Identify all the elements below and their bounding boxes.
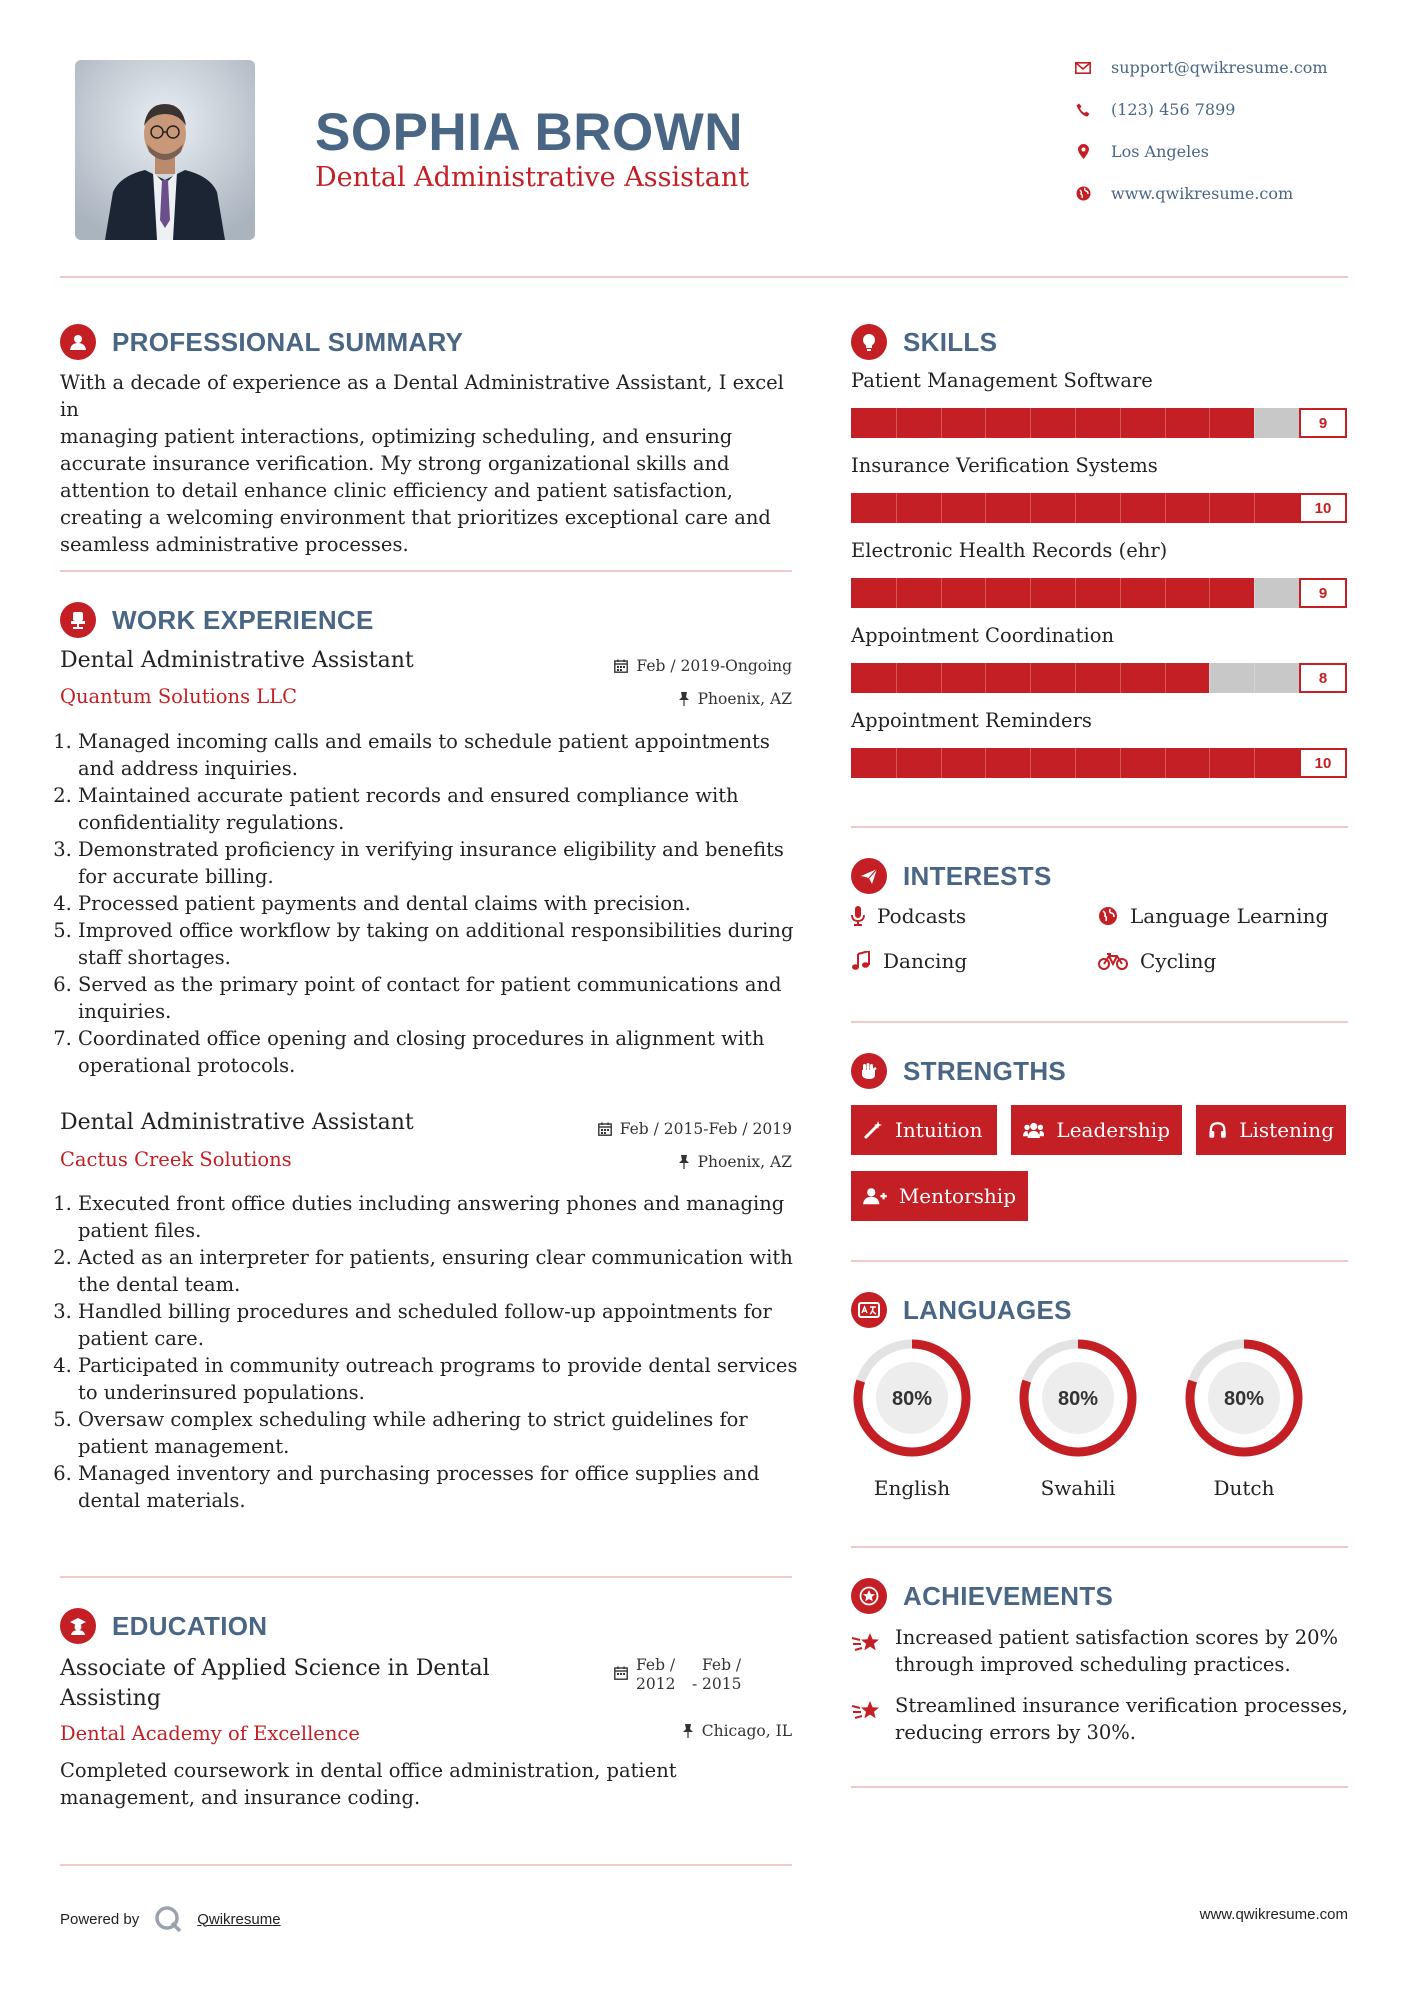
candidate-name: SOPHIA BROWN (315, 103, 744, 162)
skill-name: Insurance Verification Systems (851, 454, 1158, 477)
education-title: EDUCATION (112, 1610, 268, 1641)
experience-header (60, 602, 374, 638)
skill-bar-segment (1030, 663, 1031, 693)
strength-chip: Mentorship (851, 1171, 1028, 1221)
job-bullets (60, 728, 800, 1079)
education-divider (60, 1864, 792, 1866)
lightbulb-icon (851, 324, 887, 360)
list-item: 5. Improved office workflow by taking on additional responsibilities during staff shortages. (78, 917, 800, 971)
calendar-icon (598, 1122, 612, 1136)
graduate-icon (60, 1608, 96, 1644)
job-title: Dental Administrative Assistant (60, 1110, 414, 1135)
language-name: English (873, 1476, 951, 1500)
qwikresume-logo-icon (153, 1904, 183, 1934)
skill-name: Patient Management Software (851, 369, 1153, 392)
skill-name: Electronic Health Records (ehr) (851, 539, 1168, 562)
skill-bar-segment (985, 748, 986, 778)
skill-bar-segment (1075, 748, 1076, 778)
skill-bar-segment (1165, 493, 1166, 523)
education-date-end: Feb / 2015 (702, 1656, 742, 1693)
summary-line: With a decade of experience as a Dental Administrative Assistant, I excel in (60, 371, 784, 421)
languages-header (851, 1292, 1072, 1328)
skill-bar-segment (1030, 493, 1031, 523)
job-date (540, 1120, 792, 1138)
language-percent: 80% (1223, 1388, 1265, 1410)
summary-line: attention to detail enhance clinic efficiency and patient satisfaction, (60, 479, 733, 502)
education-description: Completed coursework in dental office administration, patient management, and insurance coding. (60, 1759, 677, 1809)
list-item: 1. Executed front office duties including answering phones and managing patient files. (78, 1190, 800, 1244)
skill-bar-segment (1254, 748, 1255, 778)
contact-phone-text: (123) 456 7899 (1111, 100, 1236, 119)
fist-icon (851, 1053, 887, 1089)
skill-score: 10 (1299, 493, 1347, 523)
summary-header (60, 324, 463, 360)
list-item: 2. Acted as an interpreter for patients, ensuring clear communication with the dental team. (78, 1244, 800, 1298)
skill-name: Appointment Coordination (851, 624, 1115, 647)
languages-divider (851, 1546, 1348, 1548)
skill-bar-segment (1030, 578, 1031, 608)
language-percent: 80% (891, 1388, 933, 1410)
pushpin-icon (678, 692, 690, 706)
skill-bar-segment (941, 408, 942, 438)
strength-chip: Leadership (1011, 1105, 1182, 1155)
skill-bar-segment (1120, 578, 1121, 608)
skill-bar-segment (896, 408, 897, 438)
education-header (60, 1608, 267, 1644)
paper-plane-icon (851, 858, 887, 894)
job-location (560, 1153, 792, 1171)
achievement-item: Increased patient satisfaction scores by 20% through improved scheduling practices. (851, 1624, 1351, 1678)
job-bullets (60, 1190, 800, 1514)
list-item: 3. Handled billing procedures and scheduled follow-up appointments for patient care. (78, 1298, 800, 1352)
skill-bar-segment (1120, 408, 1121, 438)
contact-location-text: Los Angeles (1111, 142, 1209, 161)
skill-bar-segment (1209, 408, 1210, 438)
map-pin-icon (1073, 144, 1093, 159)
skill-bar-segment (985, 663, 986, 693)
job-company: Cactus Creek Solutions (60, 1148, 292, 1171)
summary-title: PROFESSIONAL SUMMARY (112, 326, 464, 357)
education-location (560, 1722, 792, 1740)
education-date (614, 1656, 741, 1694)
skills-title: SKILLS (903, 326, 998, 357)
skill-bar (851, 748, 1347, 778)
strength-chip: Listening (1196, 1105, 1346, 1155)
skills-header (851, 324, 997, 360)
skill-bar-segment (941, 663, 942, 693)
skill-score: 10 (1299, 748, 1347, 778)
calendar-icon (614, 1666, 628, 1680)
languages-title: LANGUAGES (903, 1294, 1072, 1325)
skill-bar-segment (1120, 663, 1121, 693)
skill-bar-segment (1209, 578, 1210, 608)
skill-bar-segment (1075, 578, 1076, 608)
skill-name: Appointment Reminders (851, 709, 1092, 732)
header-divider (60, 276, 1348, 278)
powered-by-label: Powered by (60, 1910, 140, 1928)
skill-bar-segment (1254, 408, 1255, 438)
skill-score: 9 (1299, 408, 1347, 438)
list-item: 5. Oversaw complex scheduling while adhering to strict guidelines for patient management. (78, 1406, 800, 1460)
user-icon (60, 324, 96, 360)
language-item (1016, 1336, 1140, 1500)
job-date-text: Feb / 2015-Feb / 2019 (619, 1120, 792, 1138)
skill-score: 8 (1299, 663, 1347, 693)
envelope-icon (1073, 62, 1093, 74)
summary-line: creating a welcoming environment that prioritizes exceptional care and (60, 506, 771, 529)
language-donut (1182, 1336, 1306, 1460)
summary-text (60, 369, 800, 558)
skill-bar-segment (1165, 578, 1166, 608)
job-location-text: Phoenix, AZ (697, 690, 792, 708)
skill-bar-segment (1209, 663, 1210, 693)
language-name: Dutch (1213, 1476, 1275, 1500)
list-item: 6. Served as the primary point of contact for patient communications and inquiries. (78, 971, 800, 1025)
skill-bar-segment (1075, 663, 1076, 693)
skill-bar-segment (896, 663, 897, 693)
strengths-header (851, 1053, 1066, 1089)
skill-bar-segment (896, 578, 897, 608)
candidate-role: Dental Administrative Assistant (315, 162, 750, 193)
language-name: Swahili (1040, 1476, 1116, 1500)
language-item (850, 1336, 974, 1500)
shooting-star-icon (851, 1698, 883, 1724)
achievements-header (851, 1578, 1113, 1614)
skill-bar-segment (1030, 408, 1031, 438)
strengths-divider (851, 1260, 1348, 1262)
contact-website[interactable] (1073, 184, 1293, 203)
job-date (560, 657, 792, 675)
skill-bar-segment (1254, 578, 1255, 608)
skill-bar-segment (1209, 748, 1210, 778)
language-item (1182, 1336, 1306, 1500)
summary-line: accurate insurance verification. My strong organizational skills and (60, 452, 730, 475)
job-company: Quantum Solutions LLC (60, 685, 298, 708)
interests-title: INTERESTS (903, 860, 1052, 891)
skill-bar (851, 408, 1347, 438)
list-item: 6. Managed inventory and purchasing processes for office supplies and dental materials. (78, 1460, 800, 1514)
skill-score: 9 (1299, 578, 1347, 608)
pushpin-icon (682, 1724, 694, 1738)
skill-bar-segment (1120, 748, 1121, 778)
skill-bar-segment (1254, 493, 1255, 523)
job-location (560, 690, 792, 708)
contact-email[interactable] (1073, 58, 1328, 77)
skill-bar-fill (851, 578, 1254, 608)
bicycle-icon (1098, 951, 1128, 971)
skill-bar-segment (985, 408, 986, 438)
job-date-text: Feb / 2019-Ongoing (636, 657, 792, 675)
language-donut (1016, 1336, 1140, 1460)
footer-powered (60, 1904, 281, 1934)
skill-bar (851, 578, 1347, 608)
skill-bar-segment (985, 578, 986, 608)
contact-website-text: www.qwikresume.com (1111, 184, 1294, 203)
qwikresume-link[interactable]: Qwikresume (197, 1910, 281, 1928)
job-location-text: Phoenix, AZ (697, 1153, 792, 1171)
degree-title: Associate of Applied Science in Dental Assisting (60, 1656, 490, 1711)
interest-item: Cycling (1098, 949, 1216, 973)
skill-bar-segment (1120, 493, 1121, 523)
magic-wand-icon (863, 1120, 883, 1140)
list-item: 4. Processed patient payments and dental claims with precision. (78, 890, 800, 917)
contact-phone[interactable] (1073, 100, 1235, 119)
interest-item: Dancing (851, 949, 967, 973)
contact-email-text: support@qwikresume.com (1111, 58, 1328, 77)
education-school: Dental Academy of Excellence (60, 1722, 360, 1745)
list-item: 1. Managed incoming calls and emails to schedule patient appointments and address inquiries. (78, 728, 800, 782)
list-item: 7. Coordinated office opening and closing procedures in alignment with operational protocols. (78, 1025, 800, 1079)
footer-website[interactable]: www.qwikresume.com (1199, 1906, 1348, 1923)
skill-bar-segment (896, 493, 897, 523)
achievement-item: Streamlined insurance verification processes, reducing errors by 30%. (851, 1692, 1351, 1746)
education-location-text: Chicago, IL (701, 1722, 792, 1740)
experience-title: WORK EXPERIENCE (112, 604, 374, 635)
skill-bar-segment (941, 493, 942, 523)
language-icon (851, 1292, 887, 1328)
strength-chip: Intuition (851, 1105, 997, 1155)
skill-bar-segment (1075, 493, 1076, 523)
skill-bar-segment (896, 748, 897, 778)
achievements-title: ACHIEVEMENTS (903, 1580, 1114, 1611)
skill-bar-segment (1075, 408, 1076, 438)
list-item: 3. Demonstrated proficiency in verifying insurance eligibility and benefits for accurate billing. (78, 836, 800, 890)
language-donut (850, 1336, 974, 1460)
education-date-start: Feb / 2012 (636, 1656, 676, 1693)
skill-bar-segment (941, 748, 942, 778)
skill-bar-segment (985, 493, 986, 523)
interest-item: Language Learning (1098, 904, 1328, 928)
user-plus-icon (863, 1186, 887, 1206)
skill-bar (851, 493, 1347, 523)
strengths-title: STRENGTHS (903, 1055, 1067, 1086)
phone-icon (1073, 103, 1093, 117)
skill-bar-segment (1165, 408, 1166, 438)
skill-bar-fill (851, 408, 1254, 438)
microphone-icon (851, 906, 865, 926)
experience-divider (60, 1576, 792, 1578)
globe-icon (1073, 186, 1093, 201)
calendar-icon (614, 659, 628, 673)
summary-line: managing patient interactions, optimizing scheduling, and ensuring (60, 425, 733, 448)
summary-line: seamless administrative processes. (60, 533, 409, 556)
skill-bar-segment (1165, 748, 1166, 778)
achievements-divider (851, 1786, 1348, 1788)
skill-bar-segment (1165, 663, 1166, 693)
skill-bar-segment (941, 578, 942, 608)
skill-bar-segment (1030, 748, 1031, 778)
list-item: 2. Maintained accurate patient records and ensured compliance with confidentiality regulations. (78, 782, 800, 836)
star-badge-icon (851, 1578, 887, 1614)
music-icon (851, 951, 871, 971)
interests-header (851, 858, 1052, 894)
skill-bar-segment (1254, 663, 1255, 693)
job-title: Dental Administrative Assistant (60, 648, 414, 673)
contact-location (1073, 142, 1209, 161)
language-percent: 80% (1057, 1388, 1099, 1410)
shooting-star-icon (851, 1630, 883, 1656)
skill-bar-segment (1209, 493, 1210, 523)
skills-divider (851, 826, 1348, 828)
summary-divider (60, 570, 792, 572)
users-icon (1023, 1120, 1044, 1140)
interests-divider (851, 1021, 1348, 1023)
interest-item: Podcasts (851, 904, 966, 928)
briefcase-chair-icon (60, 602, 96, 638)
skill-bar (851, 663, 1347, 693)
globe-icon (1098, 906, 1118, 926)
headphones-icon (1208, 1120, 1227, 1140)
list-item: 4. Participated in community outreach programs to provide dental services to underinsured populations. (78, 1352, 800, 1406)
profile-photo (75, 60, 255, 240)
education-date-separator: - (692, 1675, 698, 1693)
pushpin-icon (678, 1155, 690, 1169)
